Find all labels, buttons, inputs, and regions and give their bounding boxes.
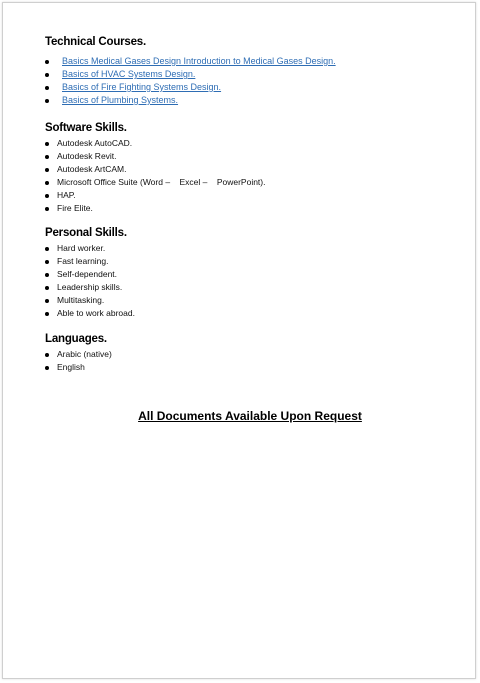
- skill-text: Fire Elite.: [57, 203, 93, 213]
- skill-text: Microsoft Office Suite (Word – Excel – PowerPoint).: [57, 177, 266, 187]
- documents-available-note: All Documents Available Upon Request: [138, 409, 362, 423]
- skill-text: Autodesk Revit.: [57, 151, 117, 161]
- skill-text: Autodesk ArtCAM.: [57, 164, 127, 174]
- skill-text: Leadership skills.: [57, 282, 123, 292]
- bullet-icon: [45, 142, 49, 146]
- course-link[interactable]: Basics of Fire Fighting Systems Design.: [62, 82, 222, 92]
- bullet-icon: [45, 366, 49, 370]
- bullet-icon: [45, 207, 49, 211]
- document-page: [2, 2, 476, 679]
- bullet-icon: [45, 194, 49, 198]
- bullet-icon: [45, 286, 49, 290]
- course-link[interactable]: Basics of HVAC Systems Design.: [62, 69, 196, 79]
- bullet-icon: [45, 312, 49, 316]
- bullet-icon: [45, 247, 49, 251]
- personal-skills-heading: Personal Skills.: [45, 227, 127, 239]
- software-skills-heading: Software Skills.: [45, 122, 127, 134]
- languages-heading: Languages.: [45, 333, 107, 345]
- bullet-icon: [45, 353, 49, 357]
- bullet-icon: [45, 86, 49, 90]
- bullet-icon: [45, 260, 49, 264]
- language-text: English: [57, 362, 85, 372]
- course-link[interactable]: Basics of Plumbing Systems.: [62, 95, 179, 105]
- bullet-icon: [45, 99, 49, 103]
- skill-text: Autodesk AutoCAD.: [57, 138, 133, 148]
- bullet-icon: [45, 181, 49, 185]
- skill-text: Self-dependent.: [57, 269, 118, 279]
- bullet-icon: [45, 60, 49, 64]
- skill-text: Hard worker.: [57, 243, 106, 253]
- language-text: Arabic (native): [57, 349, 112, 359]
- skill-text: Multitasking.: [57, 295, 105, 305]
- bullet-icon: [45, 273, 49, 277]
- skill-text: Able to work abroad.: [57, 308, 135, 318]
- course-link[interactable]: Basics Medical Gases Design Introduction to Medical Gases Design.: [62, 56, 336, 66]
- skill-text: HAP.: [57, 190, 76, 200]
- bullet-icon: [45, 155, 49, 159]
- bullet-icon: [45, 73, 49, 77]
- skill-text: Fast learning.: [57, 256, 109, 266]
- bullet-icon: [45, 299, 49, 303]
- technical-courses-heading: Technical Courses.: [45, 36, 147, 48]
- bullet-icon: [45, 168, 49, 172]
